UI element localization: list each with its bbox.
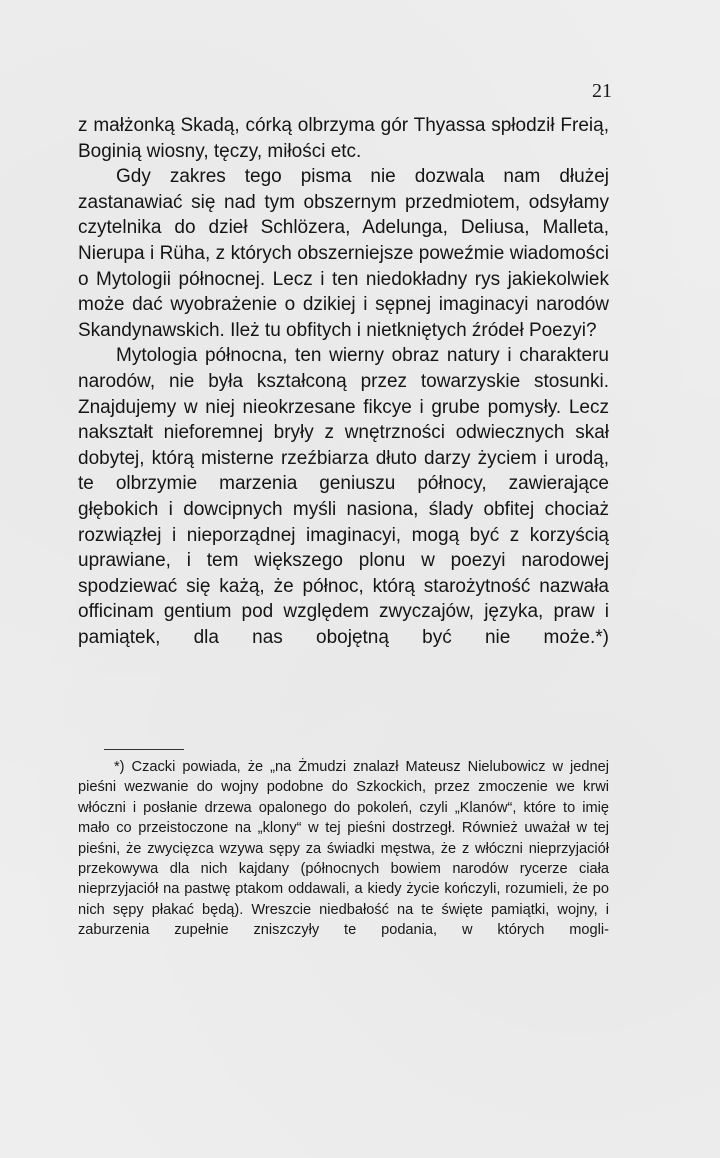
paragraph-schlozer-references: Gdy zakres tego pisma nie dozwala nam dłużej zastanawiać się nad tym obszernym przedmiotem, odsyłamy czytelnika do dzieł Schlözera, Adelunga, Deliusa, Malleta, Nierupa i Rüha, z których obszerniejsze poweźmie wiadomości o Mytologii północnej. Lecz i ten niedokładny rys jakiekolwiek może dać wyobrażenie o dzikiej i sępnej imaginacyi narodów Skandynawskich. Ileż tu obfitych i nietkniętych źródeł Poezyi?: [78, 166, 609, 341]
paragraph-continuation: z małżonką Skadą, córką olbrzyma gór Thyassa spłodził Freią, Boginią wiosny, tęczy, miłości etc.: [78, 115, 609, 162]
paragraph-northern-mythology: Mytologia północna, ten wierny obraz natury i charakteru narodów, nie była kształconą przez towarzyskie stosunki. Znajdujemy w niej nieokrzesane fikcye i grube pomysły. Lecz nakształt nieforemnej bryły z wnętrzności odwiecznych skał dobytej, którą misterne rzeźbiarza dłuto darzy życiem i urodą, te olbrzymie marzenia geniuszu północy, zawierające głębokich i dowcipnych myśli nasiona, ślady obfitej chociaż rozwiązłej i nieporządnej imaginacyi, mogą być z korzyścią uprawiane, i tem większego plonu w poezyi narodowej spodziewać się każą, że północ, którą starożytność nazwała officinam gentium pod względem zwyczajów, języka, praw i pamiątek, dla nas obojętną być nie może.*): [78, 345, 609, 648]
footnote: *) Czacki powiada, że „na Żmudzi znalazł Mateusz Nielubowicz w jednej pieśni wezwanie do wojny podobne do Szkockich, przez zmoczenie we krwi włóczni i posłanie drzewa opalonego do pokoleń, czyli „Klanów“, które to imię mało co przeistoczone na „klony“ w tej pieśni dostrzegł. Również uważał w tej pieśni, że zwycięzca wzywa sępy za świadki męstwa, że z włóczni nieprzyjaciół przekowywa dla nich kajdany (północnych bowiem narodów rycerze ciała nieprzyjaciół na pastwę ptakom oddawali, a kiedy życie kończyli, rozumieli, że po nich sępy płakać będą). Wreszcie niedbałość na te święte pamiątki, wojny, i zaburzenia zupełnie zniszczyły te podania, w których mogli-: [78, 759, 609, 939]
footnote-divider: [104, 749, 184, 750]
page-number: 21: [592, 80, 612, 102]
main-text: [78, 113, 609, 650]
